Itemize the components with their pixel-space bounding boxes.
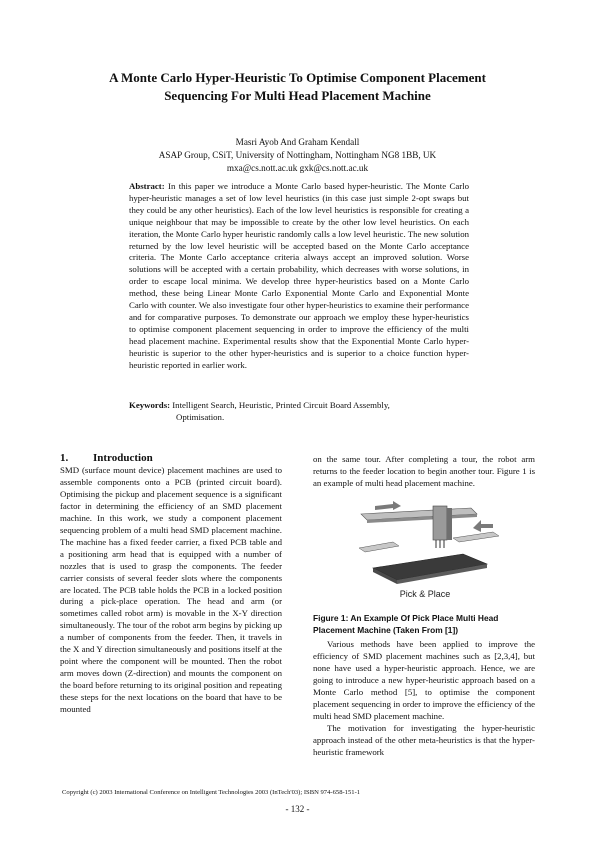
placement-machine-figure — [353, 498, 503, 602]
section-heading — [60, 452, 153, 464]
title-line-1: A Monte Carlo Hyper-Heuristic To Optimise Component Placement — [109, 70, 486, 85]
keywords-line-2: Optimisation. — [176, 412, 225, 422]
intro-paragraph-3: The motivation for investigating the hyper-heuristic approach instead of the other meta-heuristics is that the hyper-heuristic framework — [313, 722, 535, 757]
author-block — [60, 136, 535, 175]
keywords — [129, 399, 469, 423]
abstract — [129, 181, 469, 372]
section-title: Introduction — [93, 452, 153, 464]
right-column-bottom — [313, 639, 535, 759]
right-column-top — [313, 454, 535, 490]
figure-caption: Figure 1: An Example Of Pick Place Multi Head Placement Machine (Taken From [1]) — [313, 613, 499, 635]
abstract-label: Abstract: — [129, 181, 165, 191]
title-line-2: Sequencing For Multi Head Placement Machine — [164, 88, 431, 103]
paper-title — [60, 69, 535, 105]
intro-paragraph-1: SMD (surface mount device) placement machines are used to assemble components onto a PCB (printed circuit board). Optimising the pickup and placement sequence is a significant factor in determining the efficiency of an SMD placement machine. In this work, we study a component placement sequencing problem of a multi head SMD placement machine. The machine has a fixed feeder carrier, a fixed PCB table and a positioning arm head that is equipped with a number of nozzles that is used to grasp the components. The feeder carrier consists of several feeder slots where the components are located. The PCB table holds the PCB in a locked position during a pick-place operation. The head and arm (or sometimes called robot arm) is movable in the X-Y direction simultaneously. The tour of the robot arm begins by picking up a number of components from the feeder. Then, it travels in the X and Y direction simultaneously and positions itself at the point where the component will be mounted. Then the robot arm moves down (Z-direction) and mounts the component on the board before returning to its original position and repeating these steps for the next locations on the board that have to be mounted — [60, 465, 282, 715]
intro-paragraph-2: Various methods have been applied to improve the efficiency of SMD placement machines such as [2,3,4], but none have used a hyper-heuristic approach. Hence, we are going to introduce a new hyper-heuristic approach based on a Monte Carlo method [5], to optimise the component placement sequencing in order to improve the efficiency of the multi head SMD placement machine. — [313, 639, 535, 721]
author-email: mxa@cs.nott.ac.uk gxk@cs.nott.ac.uk — [226, 163, 369, 173]
keywords-label: Keywords: — [129, 400, 171, 410]
abstract-text: In this paper we introduce a Monte Carlo based hyper-heuristic. The Monte Carlo hyper-heuristic manages a set of low level heuristics (in this case just simple 2-opt swaps but they could be any other heuristics). Each of the low level heuristics is responsible for creating a unique neighbour that may be impossible to create by the other low level heuristics. On each iteration, the Monte Carlo hyper heuristic randomly calls a low level heuristic. The new solution returned by the low level heuristic will be accepted based on the Monte Carlo acceptance criteria. The Monte Carlo acceptance criteria always accept an improved solution. Worse solutions will be accepted with a certain probability, which decreases with worse solutions, in order to escape local minima. We develop three hyper-heuristics based on a Monte Carlo method, these being Linear Monte Carlo Exponential Monte Carlo and Exponential Monte Carlo with counter. We also investigate four other hyper-heuristics to examine their performance and for comparative purposes. To demonstrate our approach we employ these hyper-heuristics to optimise component placement sequencing in order to improve the efficiency of the multi head placement machine. Experimental results show that the Exponential Monte Carlo hyper-heuristic is superior to the other hyper-heuristics and is superior to a choice function hyper-heuristic reported in earlier work. — [129, 181, 470, 370]
left-column — [60, 465, 282, 716]
author-names: Masri Ayob And Graham Kendall — [235, 137, 360, 147]
author-affiliation: ASAP Group, CSiT, University of Nottingham, Nottingham NG8 1BB, UK — [158, 150, 437, 160]
figure-image-label: Pick & Place — [399, 589, 451, 599]
copyright-footer: Copyright (c) 2003 International Conference on Intelligent Technologies 2003 (InTech'03); ISBN 974-658-151-1 — [62, 789, 361, 796]
page-number: - 132 - — [285, 804, 310, 814]
keywords-line-1: Intelligent Search, Heuristic, Printed Circuit Board Assembly, — [172, 400, 390, 410]
intro-paragraph-1-continued: on the same tour. After completing a tour, the robot arm returns to the feeder location to begin another tour. Figure 1 is an example of multi head placement machine. — [313, 454, 535, 488]
section-number: 1. — [60, 452, 69, 464]
